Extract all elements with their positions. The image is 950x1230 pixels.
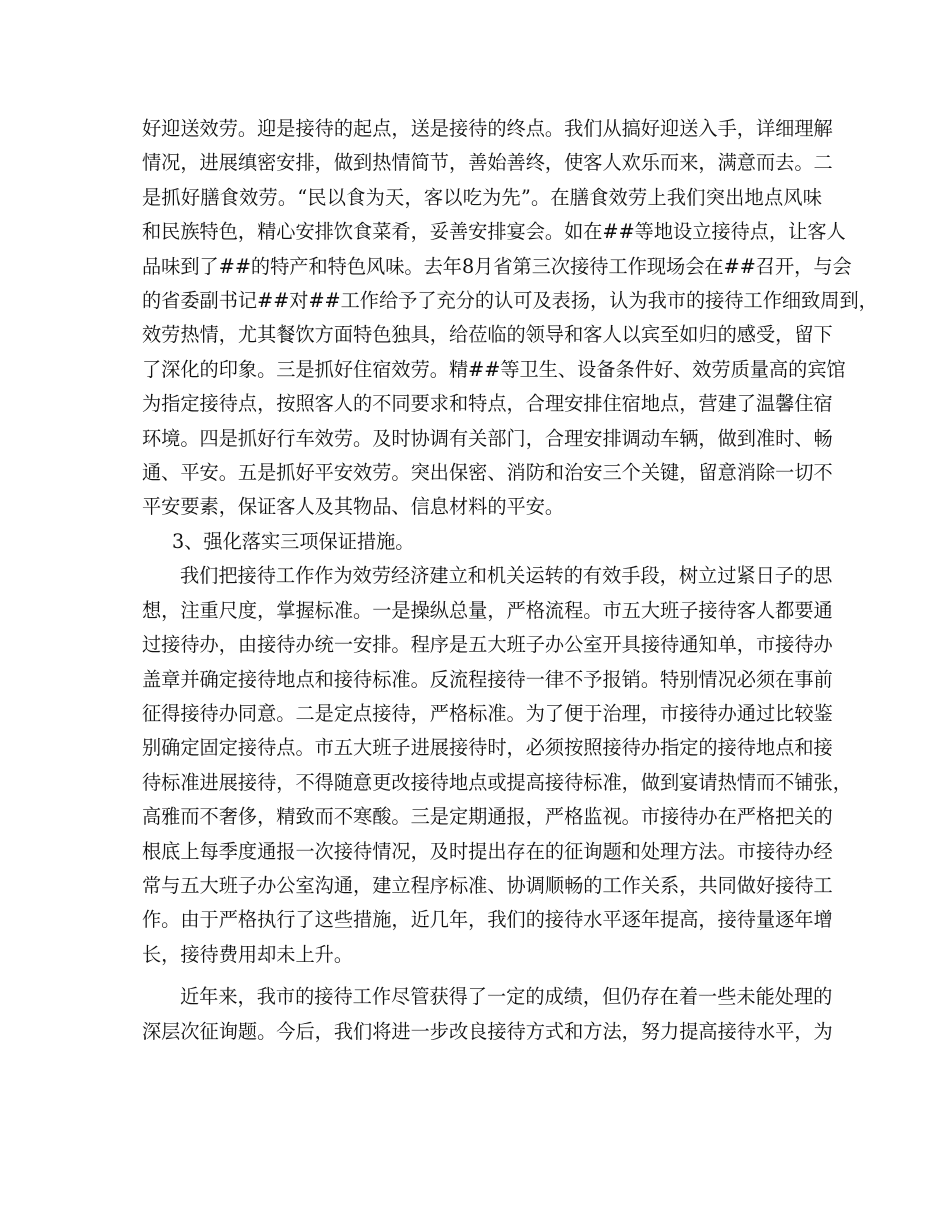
text-line: 常与五大班子办公室沟通，建立程序标准、协调顺畅的工作关系，共同做好接待工 [142, 873, 833, 897]
text-line: 好迎送效劳。迎是接待的起点，送是接待的终点。我们从搞好迎送入手，详细理解 [142, 117, 833, 140]
text-line: 品味到了##的特产和特色风味。去年8月省第三次接待工作现场会在##召开，与会 [142, 254, 852, 278]
text-line: 的省委副书记##对##工作给予了充分的认可及表扬，认为我市的接待工作细致周到， [142, 289, 878, 313]
text-line: 别确定固定接待点。市五大班子进展接待时，必须按照接待办指定的接待地点和接 [142, 736, 833, 760]
text-line: 根底上每季度通报一次接待情况，及时提出存在的征询题和处理方法。市接待办经 [142, 839, 833, 863]
text-line: 是抓好膳食效劳。“民以食为天，客以吃为先”。在膳食效劳上我们突出地点风味 [142, 185, 822, 209]
text-line: 征得接待办同意。二是定点接待，严格标准。为了便于治理，市接待办通过比较鉴 [142, 701, 833, 725]
text-line: 和民族特色，精心安排饮食菜肴，妥善安排宴会。如在##等地设立接待点，让客人 [142, 220, 846, 244]
paragraph-outlook [142, 980, 833, 1049]
text-line: 为指定接待点，按照客人的不同要求和特点，合理安排住宿地点，营建了温馨住宿 [142, 392, 833, 416]
text-line: 平安要素，保证客人及其物品、信息材料的平安。 [142, 495, 565, 519]
paragraph-guarantee-measures [142, 559, 852, 972]
text-line: 效劳热情，尤其餐饮方面特色独具，给莅临的领导和客人以宾至如归的感受，留下 [142, 323, 833, 347]
text-line: 过接待办，由接待办统一安排。程序是五大班子办公室开具接待通知单，市接待办 [142, 633, 833, 657]
text-line: 近年来，我市的接待工作尽管获得了一定的成绩，但仍存在着一些未能处理的 [180, 985, 833, 1009]
paragraph-service-details [142, 112, 878, 525]
document-body [142, 112, 878, 1049]
text-line: 通、平安。五是抓好平安效劳。突出保密、消防和治安三个关键，留意消除一切不 [142, 461, 833, 485]
text-line: 作。由于严格执行了这些措施，近几年，我们的接待水平逐年提高，接待量逐年增 [142, 908, 833, 932]
text-line: 情况，进展缜密安排，做到热情简节，善始善终，使客人欢乐而来，满意而去。二 [142, 151, 833, 175]
text-line: 我们把接待工作作为效劳经济建立和机关运转的有效手段，树立过紧日子的思 [180, 564, 833, 588]
text-line: 想，注重尺度，掌握标准。一是操纵总量，严格流程。市五大班子接待客人都要通 [142, 598, 833, 622]
text-line: 高雅而不奢侈，精致而不寒酸。三是定期通报，严格监视。市接待办在严格把关的 [142, 805, 833, 829]
text-line: 盖章并确定接待地点和接待标准。反流程接待一律不予报销。特别情况必须在事前 [142, 667, 833, 691]
text-line: 长，接待费用却未上升。 [142, 942, 354, 966]
text-line: 环境。四是抓好行车效劳。及时协调有关部门，合理安排调动车辆，做到准时、畅 [142, 426, 833, 450]
section-heading: 3、强化落实三项保证措施。 [172, 529, 415, 553]
text-line: 深层次征询题。今后，我们将进一步改良接待方式和方法，努力提高接待水平，为 [142, 1019, 833, 1043]
text-line: 了深化的印象。三是抓好住宿效劳。精##等卫生、设备条件好、效劳质量高的宾馆 [142, 357, 846, 381]
text-line: 待标准进展接待，不得随意更改接待地点或提高接待标准，做到宴请热情而不铺张， [142, 770, 852, 794]
